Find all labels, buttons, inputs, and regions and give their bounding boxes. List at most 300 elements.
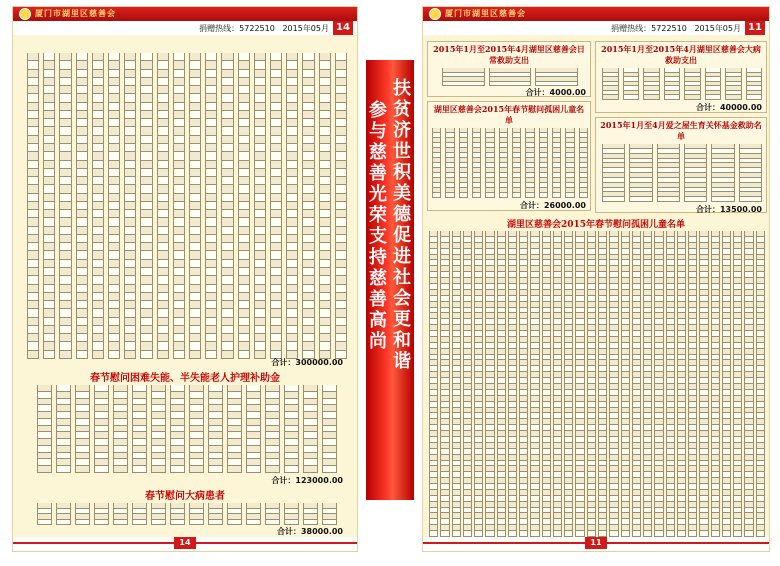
table-cell: [270, 161, 282, 169]
table-cell: [92, 185, 104, 193]
table-cell: [319, 119, 331, 127]
table-cell: [270, 276, 282, 284]
table-cell: [205, 334, 217, 342]
table-cell: [246, 405, 261, 412]
table-cell: [208, 466, 223, 473]
table-cell: [43, 334, 55, 342]
table-cell: [92, 285, 104, 293]
table-cell: [221, 194, 233, 202]
table-cell: [485, 193, 494, 198]
table-cell: [113, 405, 128, 412]
table-cell: [208, 385, 223, 392]
table-cell: [132, 453, 147, 460]
table-cell: [59, 293, 71, 301]
table-cell: [140, 78, 152, 86]
table-cell: [76, 202, 88, 210]
footer-page-number: 11: [585, 537, 607, 549]
table-cell: [208, 446, 223, 453]
table-cell: [602, 197, 625, 202]
table-cell: [76, 342, 88, 350]
table-cell: [189, 342, 201, 350]
table-cell: [221, 152, 233, 160]
table-cell: [227, 426, 242, 433]
table-cell: [124, 260, 136, 268]
table-cell: [189, 111, 201, 119]
table-cell: [151, 459, 166, 466]
table-cell: [286, 53, 298, 61]
table-cell: [302, 218, 314, 226]
table-cell: [238, 293, 250, 301]
table-cell: [302, 103, 314, 111]
table-cell: [140, 53, 152, 61]
table-cell: [322, 405, 337, 412]
table-cell: [94, 426, 109, 433]
table-cell: [76, 152, 88, 160]
table-cell: [205, 210, 217, 218]
table-cell: [76, 61, 88, 69]
table-cell: [140, 326, 152, 334]
table-cell: [43, 301, 55, 309]
table-cell: [75, 385, 90, 392]
table-cell: [189, 127, 201, 135]
table-cell: [170, 459, 185, 466]
table-cell: [525, 193, 534, 198]
table-cell: [76, 136, 88, 144]
table-cell: [124, 268, 136, 276]
table-cell: [189, 309, 201, 317]
illness-relief-box: [595, 41, 767, 113]
table-cell: [124, 309, 136, 317]
table-cell: [94, 459, 109, 466]
table-cell: [205, 94, 217, 102]
table-cell: [140, 309, 152, 317]
table-cell: [157, 301, 169, 309]
table-cell: [205, 351, 217, 359]
table-cell: [189, 466, 204, 473]
table-cell: [238, 103, 250, 111]
table-cell: [302, 119, 314, 127]
box3-title: 湖里区慈善会2015年春节慰问孤困儿童名单: [433, 104, 585, 125]
table-cell: [170, 426, 185, 433]
table-cell: [173, 334, 185, 342]
table-cell: [108, 318, 120, 326]
table-cell: [205, 235, 217, 243]
table-cell: [157, 351, 169, 359]
table-cell: [140, 194, 152, 202]
table-cell: [254, 136, 266, 144]
table-cell: [170, 453, 185, 460]
table-cell: [489, 82, 532, 87]
table-cell: [335, 309, 347, 317]
table-cell: [173, 268, 185, 276]
table-cell: [124, 301, 136, 309]
table-cell: [189, 412, 204, 419]
table-cell: [302, 243, 314, 251]
table-cell: [132, 385, 147, 392]
table-cell: [284, 466, 299, 473]
table-cell: [335, 185, 347, 193]
table-cell: [108, 144, 120, 152]
table-cell: [254, 318, 266, 326]
table-cell: [173, 86, 185, 94]
table-cell: [76, 285, 88, 293]
table-cell: [56, 385, 71, 392]
table-cell: [59, 309, 71, 317]
table-cell: [302, 152, 314, 160]
table-cell: [124, 285, 136, 293]
table-cell: [43, 194, 55, 202]
table-cell: [322, 466, 337, 473]
table-cell: [221, 202, 233, 210]
table-cell: [302, 227, 314, 235]
table-cell: [132, 392, 147, 399]
table-cell: [27, 210, 39, 218]
table-cell: [270, 260, 282, 268]
table-cell: [284, 432, 299, 439]
table-cell: [170, 466, 185, 473]
table-cell: [124, 276, 136, 284]
table-cell: [59, 111, 71, 119]
table-cell: [335, 342, 347, 350]
table-cell: [140, 285, 152, 293]
table-cell: [27, 152, 39, 160]
table-cell: [319, 285, 331, 293]
table-cell: [189, 318, 201, 326]
table-cell: [124, 78, 136, 86]
table-cell: [140, 342, 152, 350]
table-cell: [37, 446, 52, 453]
table-cell: [322, 392, 337, 399]
table-cell: [157, 251, 169, 259]
table-cell: [221, 185, 233, 193]
table-cell: [108, 309, 120, 317]
table-cell: [270, 326, 282, 334]
table-cell: [284, 392, 299, 399]
table-cell: [265, 419, 280, 426]
slogan-right-column: 扶贫济世积美德 促进社会更和谐: [393, 78, 411, 372]
table-cell: [59, 202, 71, 210]
table-cell: [108, 260, 120, 268]
table-cell: [157, 235, 169, 243]
table-cell: [56, 412, 71, 419]
table-cell: [221, 301, 233, 309]
table-cell: [140, 152, 152, 160]
table-cell: [238, 119, 250, 127]
table-cell: [27, 309, 39, 317]
table-cell: [173, 351, 185, 359]
table-cell: [113, 399, 128, 406]
table-cell: [286, 243, 298, 251]
table-cell: [335, 301, 347, 309]
table-cell: [189, 152, 201, 160]
table-cell: [94, 419, 109, 426]
table-cell: [189, 227, 201, 235]
table-cell: [108, 177, 120, 185]
table-cell: [151, 405, 166, 412]
table-cell: [173, 309, 185, 317]
table-cell: [629, 197, 652, 202]
slogan-left-column: 参与慈善光荣 支持慈善高尚: [369, 100, 387, 352]
table-cell: [132, 446, 147, 453]
table-cell: [254, 276, 266, 284]
table-cell: [302, 342, 314, 350]
table-cell: [92, 301, 104, 309]
table-cell: [303, 412, 318, 419]
table-cell: [92, 111, 104, 119]
table-cell: [113, 459, 128, 466]
table-cell: [205, 70, 217, 78]
table-cell: [124, 293, 136, 301]
table-cell: [27, 326, 39, 334]
table-cell: [270, 86, 282, 94]
table-cell: [565, 193, 574, 198]
table-cell: [132, 432, 147, 439]
table-cell: [189, 218, 201, 226]
table-cell: [113, 392, 128, 399]
table-cell: [43, 243, 55, 251]
table-cell: [319, 251, 331, 259]
table-cell: [94, 385, 109, 392]
table-cell: [27, 94, 39, 102]
table-cell: [286, 94, 298, 102]
table-cell: [227, 439, 242, 446]
table-cell: [132, 412, 147, 419]
table-cell: [303, 399, 318, 406]
table-cell: [432, 193, 441, 198]
table-cell: [221, 210, 233, 218]
table-cell: [254, 235, 266, 243]
table-cell: [319, 53, 331, 61]
table-cell: [76, 326, 88, 334]
table-cell: [76, 260, 88, 268]
table-cell: [108, 235, 120, 243]
table-cell: [151, 453, 166, 460]
table-cell: [108, 103, 120, 111]
table-cell: [254, 78, 266, 86]
table-cell: [75, 446, 90, 453]
table-cell: [284, 419, 299, 426]
table-cell: [37, 459, 52, 466]
table-cell: [59, 119, 71, 127]
table-cell: [92, 202, 104, 210]
table-cell: [512, 193, 521, 198]
table-cell: [265, 405, 280, 412]
table-cell: [270, 227, 282, 235]
table-cell: [140, 276, 152, 284]
table-cell: [319, 152, 331, 160]
table-cell: [157, 218, 169, 226]
table-cell: [75, 466, 90, 473]
table-cell: [56, 446, 71, 453]
table-cell: [303, 419, 318, 426]
table-cell: [43, 61, 55, 69]
table-cell: [124, 342, 136, 350]
table-cell: [254, 70, 266, 78]
table-cell: [173, 70, 185, 78]
table-cell: [238, 251, 250, 259]
table-cell: [173, 276, 185, 284]
table-cell: [335, 318, 347, 326]
table-cell: [43, 276, 55, 284]
table-cell: [286, 326, 298, 334]
table-cell: [302, 276, 314, 284]
table-cell: [108, 127, 120, 135]
table-cell: [319, 194, 331, 202]
table-cell: [27, 194, 39, 202]
table-cell: [59, 94, 71, 102]
left-total-2: 合计：123000.00: [271, 476, 343, 485]
table-cell: [284, 412, 299, 419]
box1-title: 2015年1月至2015年4月湖里区慈善会日常救助支出: [433, 44, 585, 65]
table-cell: [37, 405, 52, 412]
table-cell: [43, 144, 55, 152]
table-cell: [270, 309, 282, 317]
table-cell: [265, 453, 280, 460]
table-cell: [189, 78, 201, 86]
table-cell: [140, 301, 152, 309]
table-cell: [335, 202, 347, 210]
table-cell: [173, 326, 185, 334]
table-cell: [157, 285, 169, 293]
table-cell: [286, 251, 298, 259]
table-cell: [92, 351, 104, 359]
table-cell: [254, 293, 266, 301]
table-cell: [238, 243, 250, 251]
table-cell: [189, 426, 204, 433]
table-cell: [75, 432, 90, 439]
table-cell: [170, 419, 185, 426]
table-cell: [59, 78, 71, 86]
table-cell: [59, 235, 71, 243]
table-cell: [108, 152, 120, 160]
table-cell: [94, 405, 109, 412]
table-cell: [319, 309, 331, 317]
table-cell: [59, 326, 71, 334]
table-cell: [92, 103, 104, 111]
table-cell: [59, 70, 71, 78]
table-cell: [27, 119, 39, 127]
table-cell: [151, 426, 166, 433]
table-cell: [140, 94, 152, 102]
table-cell: [43, 318, 55, 326]
header-hotline-date: 捐赠热线：5722510 2015年05月: [199, 24, 329, 33]
table-cell: [302, 301, 314, 309]
table-cell: [254, 194, 266, 202]
table-cell: [205, 326, 217, 334]
table-cell: [208, 392, 223, 399]
table-cell: [173, 235, 185, 243]
table-cell: [140, 136, 152, 144]
table-cell: [140, 177, 152, 185]
table-cell: [208, 426, 223, 433]
table-cell: [238, 78, 250, 86]
table-cell: [319, 111, 331, 119]
left-page: [12, 6, 358, 552]
table-cell: [189, 53, 201, 61]
table-cell: [124, 53, 136, 61]
table-cell: [254, 285, 266, 293]
table-cell: [56, 405, 71, 412]
table-cell: [270, 127, 282, 135]
table-cell: [189, 103, 201, 111]
table-cell: [246, 399, 261, 406]
table-cell: [124, 202, 136, 210]
table-cell: [189, 70, 201, 78]
table-cell: [221, 260, 233, 268]
table-cell: [221, 235, 233, 243]
table-cell: [27, 268, 39, 276]
table-cell: [27, 177, 39, 185]
table-cell: [284, 520, 299, 526]
table-cell: [221, 251, 233, 259]
table-cell: [227, 412, 242, 419]
table-cell: [75, 392, 90, 399]
table-cell: [37, 439, 52, 446]
table-cell: [170, 399, 185, 406]
table-cell: [76, 185, 88, 193]
table-cell: [173, 144, 185, 152]
table-cell: [170, 446, 185, 453]
table-cell: [270, 235, 282, 243]
table-cell: [319, 127, 331, 135]
table-cell: [319, 185, 331, 193]
table-cell: [189, 119, 201, 127]
table-cell: [94, 439, 109, 446]
table-cell: [227, 399, 242, 406]
table-cell: [124, 61, 136, 69]
table-cell: [151, 520, 166, 526]
table-cell: [132, 459, 147, 466]
table-cell: [92, 53, 104, 61]
table-cell: [108, 185, 120, 193]
table-cell: [254, 227, 266, 235]
header-org-name: 厦门市湖里区慈善会: [35, 9, 116, 18]
table-cell: [302, 285, 314, 293]
table-cell: [76, 218, 88, 226]
table-cell: [173, 61, 185, 69]
table-cell: [124, 86, 136, 94]
table-cell: [124, 235, 136, 243]
table-cell: [302, 53, 314, 61]
table-cell: [173, 127, 185, 135]
table-cell: [238, 70, 250, 78]
table-cell: [43, 293, 55, 301]
table-cell: [27, 301, 39, 309]
table-cell: [173, 136, 185, 144]
table-cell: [43, 127, 55, 135]
table-cell: [157, 202, 169, 210]
table-cell: [173, 119, 185, 127]
page-number-badge: 11: [745, 21, 765, 35]
table-cell: [124, 218, 136, 226]
table-cell: [319, 177, 331, 185]
table-cell: [76, 144, 88, 152]
table-cell: [37, 399, 52, 406]
table-cell: [76, 177, 88, 185]
table-cell: [238, 260, 250, 268]
table-cell: [113, 466, 128, 473]
table-cell: [173, 152, 185, 160]
table-cell: [319, 94, 331, 102]
table-cell: [302, 260, 314, 268]
table-cell: [59, 243, 71, 251]
table-cell: [319, 342, 331, 350]
footer-page-number: 14: [174, 537, 196, 549]
table-cell: [302, 268, 314, 276]
table-cell: [157, 78, 169, 86]
table-cell: [108, 342, 120, 350]
table-cell: [157, 161, 169, 169]
